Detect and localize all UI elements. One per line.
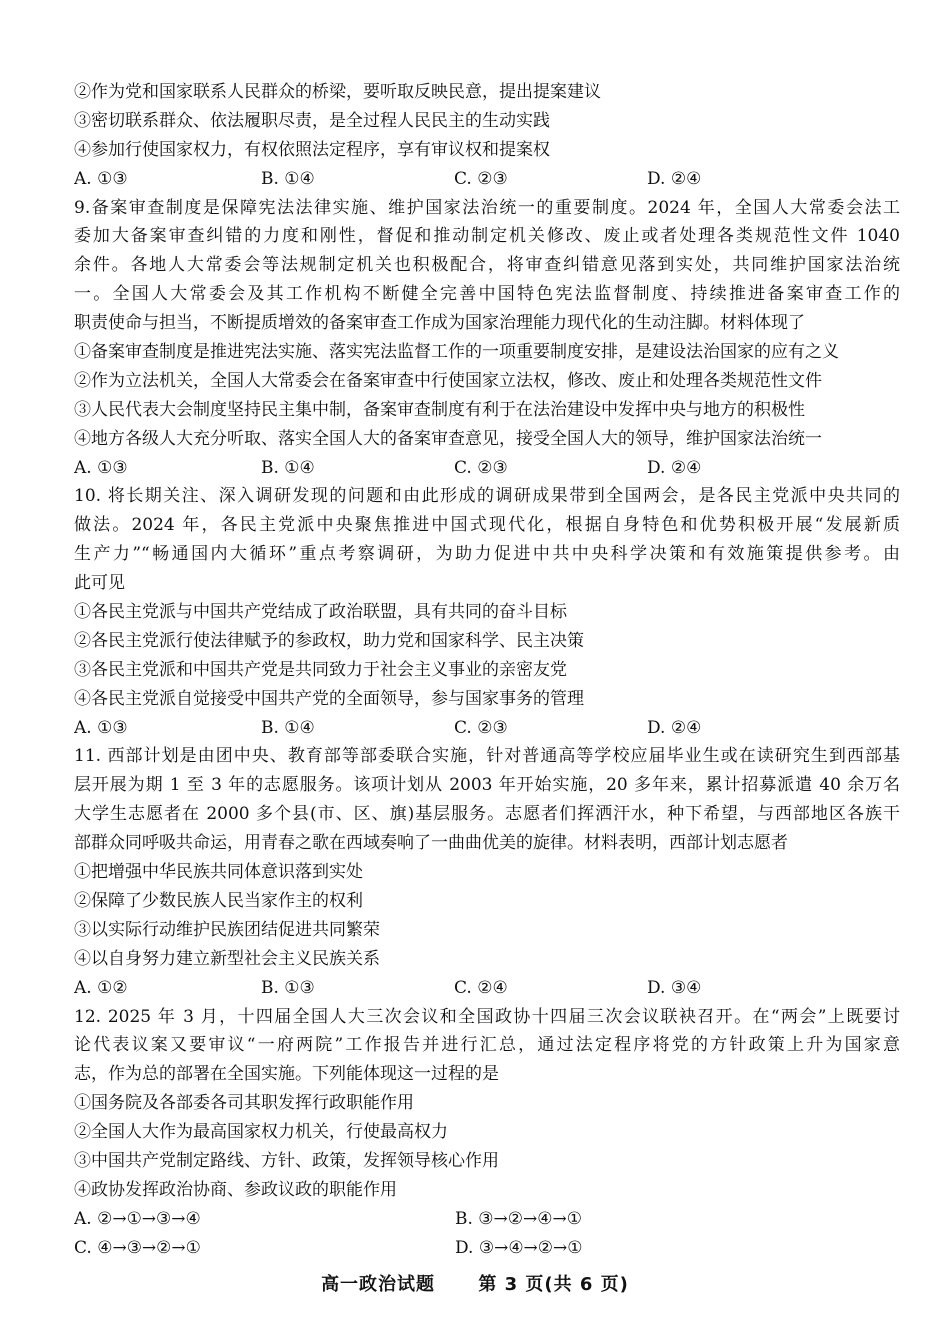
statement: ④以自身努力建立新型社会主义民族关系 [74,948,380,969]
answer-option[interactable]: A. ①② [74,977,128,998]
question-stem-line: 职责使命与担当，不断提质增效的备案审查工作成为国家治理能力现代化的生动注脚。材料体现了 [74,313,805,334]
statement: ③密切联系群众、依法履职尽责，是全过程人民民主的生动实践 [74,110,550,131]
answer-option[interactable]: C. ④→③→②→① [74,1237,201,1258]
question-stem-line: 委加大备案审查纠错的力度和刚性，督促和推动制定机关修改、废止或者处理各类规范性文件 1040 [74,226,900,247]
answer-option[interactable]: C. ②③ [454,717,508,738]
question [74,1003,900,1263]
answer-option[interactable]: A. ①③ [74,717,128,738]
footer-page-number: 第 3 页(共 6 页) [478,1274,629,1295]
question [74,742,900,1002]
question-stem-line: 此可见 [74,573,125,594]
answer-option[interactable]: B. ①③ [261,977,315,998]
footer-subject: 高一政治试题 [321,1274,436,1295]
question-stem-line: 层开展为期 1 至 3 年的志愿服务。该项计划从 2003 年开始实施，20 多年来，累计招募派遣 40 余万名 [74,775,900,796]
answer-option[interactable]: D. ③④ [647,977,702,998]
question-stem-line: 生产力”“畅通国内大循环”重点考察调研，为助力促进中共中央科学决策和有效施策提供参考。由 [74,544,900,565]
statement: ④各民主党派自觉接受中国共产党的全面领导，参与国家事务的管理 [74,688,584,709]
question-stem-line: 12. 2025 年 3 月，十四届全国人大三次会议和全国政协十四届三次会议联袂召开。在“两会”上既要讨 [74,1006,900,1027]
answer-option[interactable]: D. ②④ [647,717,702,738]
statement: ④参加行使国家权力，有权依照法定程序，享有审议权和提案权 [74,139,550,160]
question-stem-line: 余件。各地人大常委会等法规制定机关也积极配合，将审查纠错意见落到实处，共同维护国家法治统 [74,255,900,276]
statement: ②作为立法机关，全国人大常委会在备案审查中行使国家立法权，修改、废止和处理各类规范性文件 [74,370,822,391]
statement: ②保障了少数民族人民当家作主的权利 [74,890,363,911]
answer-option[interactable]: B. ①④ [261,457,315,478]
answer-option[interactable]: B. ③→②→④→① [455,1208,582,1229]
question-stem-line: 9.备案审查制度是保障宪法法律实施、维护国家法治统一的重要制度。2024 年，全国人大常委会法工 [74,197,900,218]
statement: ②各民主党派行使法律赋予的参政权，助力党和国家科学、民主决策 [74,630,584,651]
question [74,482,900,742]
answer-option[interactable]: A. ①③ [74,168,128,189]
question-stem-line: 部群众同呼吸共命运，用青春之歌在西域奏响了一曲曲优美的旋律。材料表明，西部计划志愿者 [74,833,788,854]
question [74,78,900,194]
answer-options [74,1234,900,1263]
answer-option[interactable]: D. ③→④→②→① [455,1237,583,1258]
statement: ①各民主党派与中国共产党结成了政治联盟，具有共同的奋斗目标 [74,602,567,623]
question-stem-line: 11. 西部计划是由团中央、教育部等部委联合实施，针对普通高等学校应届毕业生或在读研究生到西部基 [74,746,900,767]
statement: ①备案审查制度是推进宪法实施、落实宪法监督工作的一项重要制度安排，是建设法治国家的应有之义 [74,342,839,363]
answer-option[interactable]: A. ①③ [74,457,128,478]
question-stem-line: 大学生志愿者在 2000 多个县(市、区、旗)基层服务。志愿者们挥洒汗水，种下希望，与西部地区各族干 [74,804,900,825]
question-stem-line: 做法。2024 年，各民主党派中央聚焦推进中国式现代化，根据自身特色和优势积极开展“发展新质 [74,515,900,536]
statement: ③中国共产党制定路线、方针、政策，发挥领导核心作用 [74,1150,499,1171]
statement: ④地方各级人大充分听取、落实全国人大的备案审查意见，接受全国人大的领导，维护国家法治统一 [74,428,822,449]
statement: ①把增强中华民族共同体意识落到实处 [74,862,363,883]
statement: ③以实际行动维护民族团结促进共同繁荣 [74,919,380,940]
answer-option[interactable]: C. ②④ [454,977,508,998]
answer-option[interactable]: D. ②④ [647,457,702,478]
question-stem-line: 10. 将长期关注、深入调研发现的问题和由此形成的调研成果带到全国两会，是各民主党派中央共同的 [74,486,900,507]
answer-options [74,165,900,194]
exam-page [74,78,900,1263]
answer-option[interactable]: A. ②→①→③→④ [74,1208,201,1229]
statement: ①国务院及各部委各司其职发挥行政职能作用 [74,1093,414,1114]
question-stem-line: 一。全国人大常委会及其工作机构不断健全完善中国特色宪法监督制度、持续推进备案审查工作的 [74,284,900,305]
question [74,194,900,483]
statement: ③各民主党派和中国共产党是共同致力于社会主义事业的亲密友党 [74,659,567,680]
statement: ②作为党和国家联系人民群众的桥梁，要听取反映民意，提出提案建议 [74,82,601,102]
question-stem-line: 论代表议案又要审议“一府两院”工作报告并进行汇总，通过法定程序将党的方针政策上升为国家意 [74,1035,900,1056]
answer-option[interactable]: D. ②④ [647,168,702,189]
answer-options [74,454,900,483]
answer-option[interactable]: B. ①④ [261,717,315,738]
page-footer [0,1270,950,1296]
statement: ②全国人大作为最高国家权力机关，行使最高权力 [74,1122,448,1143]
answer-option[interactable]: C. ②③ [454,168,508,189]
answer-options [74,714,900,743]
answer-options [74,1205,900,1234]
statement: ④政协发挥政治协商、参政议政的职能作用 [74,1179,397,1200]
answer-options [74,974,900,1003]
answer-option[interactable]: C. ②③ [454,457,508,478]
answer-option[interactable]: B. ①④ [261,168,315,189]
question-stem-line: 志，作为总的部署在全国实施。下列能体现这一过程的是 [74,1064,499,1085]
statement: ③人民代表大会制度坚持民主集中制，备案审查制度有利于在法治建设中发挥中央与地方的积极性 [74,399,805,420]
